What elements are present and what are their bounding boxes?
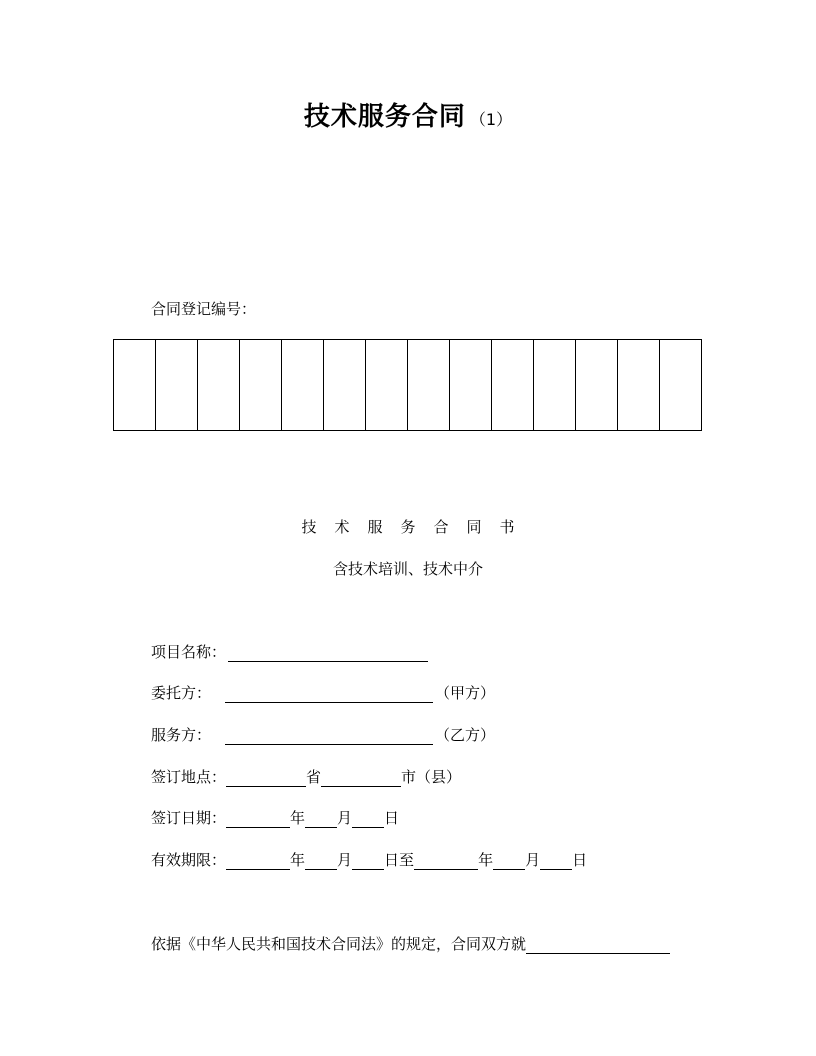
validity-end-year-label: 年 <box>478 851 494 869</box>
validity-start-year-blank[interactable] <box>226 853 290 870</box>
basis-text: 依据《中华人民共和国技术合同法》的规定，合同双方就 <box>151 935 527 953</box>
registration-label: 合同登记编号： <box>151 300 257 318</box>
sign-month-blank[interactable] <box>305 811 337 828</box>
provider-blank[interactable] <box>225 728 433 745</box>
sign-year-label: 年 <box>290 809 306 827</box>
sign-place-row <box>151 766 461 787</box>
document-subheading: 含技术培训、技术中介 <box>332 560 483 578</box>
registration-cell[interactable] <box>576 340 618 430</box>
sign-place-label: 签订地点： <box>151 768 227 786</box>
client-label: 委托方： <box>151 684 212 702</box>
sign-day-blank[interactable] <box>352 811 384 828</box>
registration-cell[interactable] <box>366 340 408 430</box>
province-label: 省 <box>306 768 322 786</box>
validity-start-day-blank[interactable] <box>352 853 384 870</box>
basis-blank[interactable] <box>526 937 670 954</box>
project-name-row <box>151 641 428 662</box>
validity-end-month-blank[interactable] <box>493 853 525 870</box>
validity-start-day-label: 日至 <box>384 851 415 869</box>
registration-cell[interactable] <box>198 340 240 430</box>
city-label: 市（县） <box>401 768 462 786</box>
validity-end-month-label: 月 <box>525 851 541 869</box>
provider-row <box>151 724 495 745</box>
sign-month-label: 月 <box>337 809 353 827</box>
sign-year-blank[interactable] <box>226 811 290 828</box>
provider-label: 服务方： <box>151 726 212 744</box>
validity-row <box>151 849 587 870</box>
registration-cell[interactable] <box>660 340 701 430</box>
registration-cell[interactable] <box>492 340 534 430</box>
sign-day-label: 日 <box>384 809 400 827</box>
registration-cell[interactable] <box>282 340 324 430</box>
registration-cell[interactable] <box>240 340 282 430</box>
contract-title <box>0 96 816 133</box>
title-main: 技术服务合同 <box>303 102 466 132</box>
registration-cell[interactable] <box>408 340 450 430</box>
title-sub: （1） <box>469 110 513 129</box>
registration-cell[interactable] <box>324 340 366 430</box>
document-heading: 技术服务合同书 <box>301 518 533 536</box>
registration-cell[interactable] <box>534 340 576 430</box>
validity-start-month-label: 月 <box>337 851 353 869</box>
validity-label: 有效期限： <box>151 851 227 869</box>
province-blank[interactable] <box>226 770 306 787</box>
validity-start-year-label: 年 <box>290 851 306 869</box>
validity-end-day-label: 日 <box>572 851 588 869</box>
registration-number-grid <box>113 339 702 431</box>
validity-start-month-blank[interactable] <box>305 853 337 870</box>
client-blank[interactable] <box>225 686 433 703</box>
validity-end-year-blank[interactable] <box>414 853 478 870</box>
client-suffix: （甲方） <box>435 684 496 702</box>
registration-cell[interactable] <box>114 340 156 430</box>
city-blank[interactable] <box>321 770 401 787</box>
validity-end-day-blank[interactable] <box>540 853 572 870</box>
client-row <box>151 682 495 703</box>
basis-row <box>151 933 670 954</box>
registration-cell[interactable] <box>156 340 198 430</box>
provider-suffix: （乙方） <box>435 726 496 744</box>
registration-cell[interactable] <box>618 340 660 430</box>
project-name-label: 项目名称： <box>151 643 227 661</box>
sign-date-row <box>151 807 399 828</box>
registration-cell[interactable] <box>450 340 492 430</box>
sign-date-label: 签订日期： <box>151 809 227 827</box>
project-name-blank[interactable] <box>228 645 428 662</box>
